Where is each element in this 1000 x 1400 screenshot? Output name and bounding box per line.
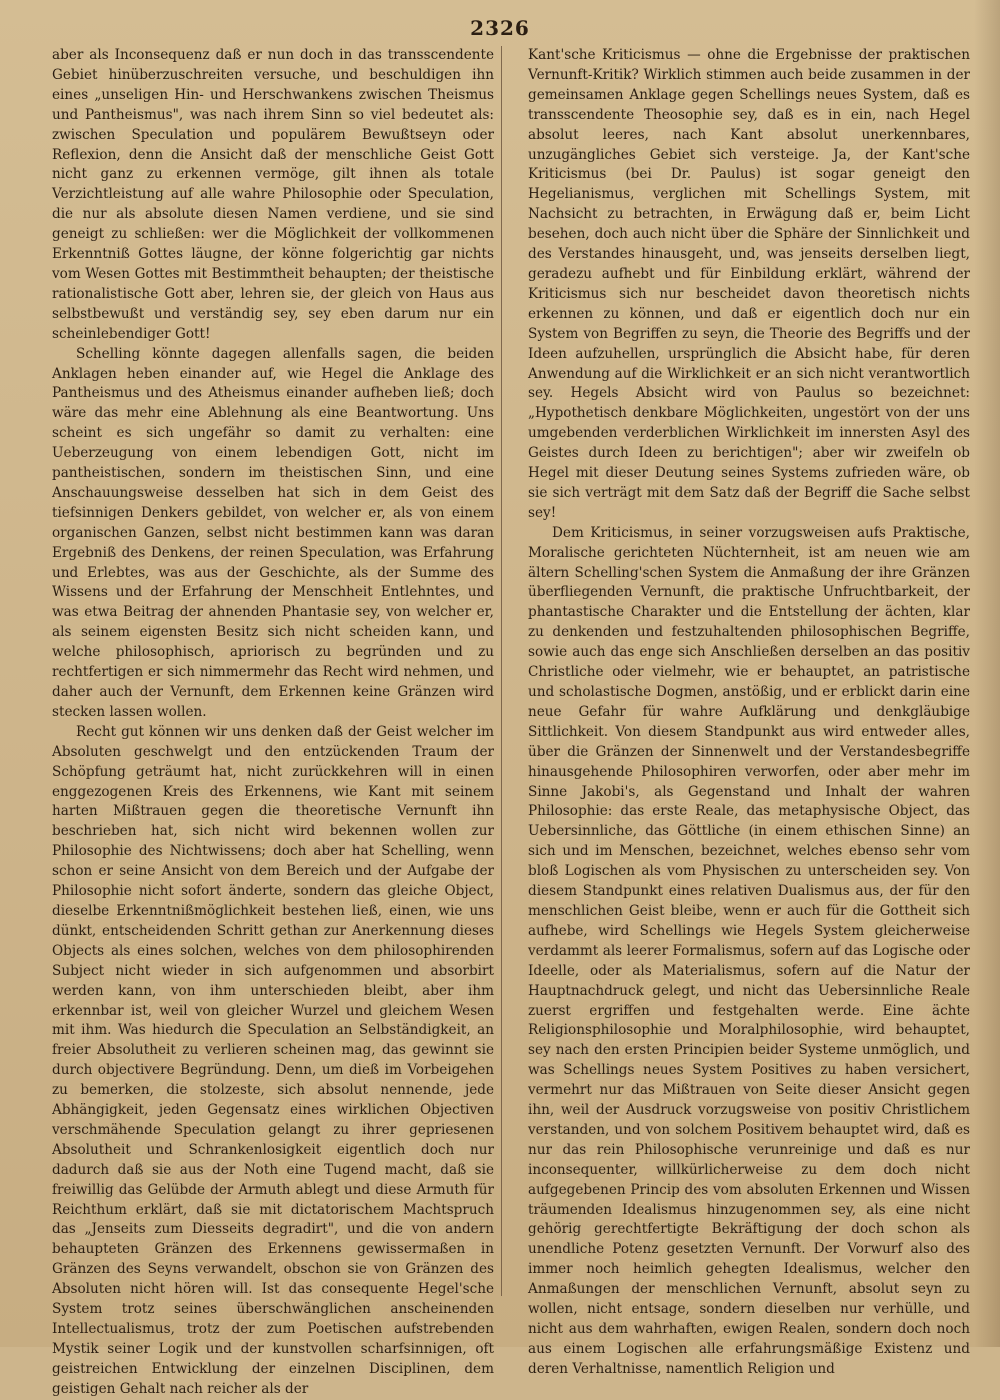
paragraph: Schelling könnte dagegen allenfalls sagen, die beiden Anklagen heben einander auf, wie Hegel die Anklage des Pantheismus und des Atheismus einander aufheben ließ; doch wäre das mehr eine Ablehnung als eine Beantwortung. Uns scheint es sich ungefähr so damit zu verhalten: eine Ueberzeugung von einem lebendigen Gott, nicht im pantheistischen, sondern im theistischen Sinn, und eine Anschauungsweise desselben hat sich in dem Geist des tiefsinnigen Denkers gebildet, von welcher er, als von einem organischen Ganzen, selbst nicht bestimmen kann was daran Ergebniß des Denkens, der reinen Speculation, was Erfahrung und Erlebtes, was aus der Geschichte, als der Summe des Wissens und der Erfahrung der Menschheit Entlehntes, und was etwa Beitrag der ahnenden Phantasie sey, von welcher er, als seinem eigensten Besitz sich nicht scheiden kann, und welche philosophisch, apriorisch zu begründen und zu rechtfertigen er sich nimmermehr das Recht wird nehmen, und daher auch der Vernunft, dem Erkennen keine Gränzen wird stecken lassen wollen.	[52, 345, 494, 720]
paragraph: Dem Kriticismus, in seiner vorzugsweisen aufs Praktische, Moralische gerichteten Nüchternheit, ist am neuen wie am ältern Schelling'schen System die Anmaßung der ihre Gränzen überfliegenden Vernunft, die praktische Unfruchtbarkeit, der phantastische Charakter und die Entstellung der ächten, klar zu denkenden und festzuhaltenden philosophischen Begriffe, sowie auch das enge sich Anschließen derselben an das positiv Christliche oder vielmehr, wie er behauptet, an patristische und scholastische Dogmen, anstößig, und er erblickt darin eine neue Gefahr für wahre Aufklärung und denkgläubige Sittlichkeit. Von diesem Standpunkt aus wird entweder alles, über die Gränzen der Sinnenwelt und der Verstandesbegriffe hinausgehende Philosophiren verworfen, oder aber mehr im Sinne Jakobi's, als Gegenstand und Inhalt der wahren Philosophie: das erste Reale, das metaphysische Object, das Uebersinnliche, das Göttliche (in einem ethischen Sinne) an sich und im Menschen, bezeichnet, welches ebenso sehr vom bloß Logischen als vom Physischen zu unterscheiden sey. Von diesem Standpunkt eines relativen Dualismus aus, der für den menschlichen Geist bleibe, wenn er auch für die Gottheit sich aufhebe, wird Schellings wie Hegels System gleicherweise verdammt als leerer Formalismus, sofern auf das Logische oder Ideelle, oder als Materialismus, sofern auf die Natur der Hauptnachdruck gelegt, und nicht das Uebersinnliche Reale zuerst ergriffen und festgehalten werde. Eine ächte Religionsphilosophie und Moralphilosophie, wird behauptet, sey nach den ersten Principien beider Systeme unmöglich, und was Schellings neues System Positives zu haben versichert, vermehrt nur das Mißtrauen von Seite dieser Ansicht gegen ihn, weil der Ausdruck vorzugsweise von positiv Christlichem verstanden, und von solchem Positivem behauptet wird, daß es nur das rein Philosophische verunreinige und daß es nur inconsequenter, willkürlicherweise zu dem doch nicht aufgegebenen Princip des vom absoluten Erkennen und Wissen träumenden Idealismus hinzugenommen sey, als eine nicht gehörig gerechtfertigte Bekräftigung der doch schon als unendliche Potenz gesetzten Vernunft. Der Vorwurf also des immer noch heimlich gehegten Idealismus, welcher den Anmaßungen der menschlichen Vernunft, absolut seyn zu wollen, nicht entsage, sondern dieselben nur verhülle, und nicht aus dem wahrhaften, ewigen Realen, sondern doch noch aus einem Logischen alle erfahrungsmäßige Existenz und deren Verhaltnisse, namentlich Religion und	[528, 524, 970, 1377]
paragraph: aber als Inconsequenz daß er nun doch in das transscendente Gebiet hinüberzuschreiten versuche, und beschuldigen ihn eines „unseligen Hin- und Herschwankens zwischen Theismus und Pantheismus", was nach ihrem Sinn so viel bedeutet als: zwischen Speculation und populärem Bewußtseyn oder Reflexion, denn die Ansicht daß der menschliche Geist Gott nicht ganz zu erkennen vermöge, gilt ihnen als totale Verzichtleistung auf alle wahre Philosophie oder Speculation, die nur als absolute diesen Namen verdiene, und sie sind geneigt zu schließen: wer die Möglichkeit der vollkommenen Erkenntniß Gottes läugne, der könne folgerichtig gar nichts vom Wesen Gottes mit Bestimmtheit behaupten; der theistische rationalistische Gott aber, lehren sie, der gleich von Haus aus selbstbewußt und verständig sey, sey eben darum nur ein scheinlebendiger Gott!	[52, 47, 494, 342]
page-number: 2326	[470, 16, 530, 40]
column-divider	[501, 46, 502, 1296]
page-edge-shadow	[974, 0, 1000, 1347]
right-column	[528, 46, 970, 1377]
paragraph: Recht gut können wir uns denken daß der Geist welcher im Absoluten geschwelgt und den entzückenden Traum der Schöpfung geträumt hat, nicht zurückkehren will in einen enggezogenen Kreis des Erkennens, wie Kant mit seinem harten Mißtrauen gegen die theoretische Vernunft ihn beschrieben hat, sich nicht wird bekennen wollen zur Philosophie des Nichtwissens; doch aber hat Schelling, wenn schon er seine Ansicht von dem Bereich und der Aufgabe der Philosophie nicht sofort änderte, sondern das gleiche Object, dieselbe Erkenntnißmöglichkeit bestehen ließ, einen, wie uns dünkt, entscheidenden Schritt gethan zur Anerkennung dieses Objects als eines solchen, welches von dem philosophirenden Subject nicht wieder in sich aufgenommen und absorbirt werden kann, von ihm unterschieden bleibt, aber ihm erkennbar ist, weil von gleicher Wurzel und gleichem Wesen mit ihm. Was hiedurch die Speculation an Selbständigkeit, an freier Absolutheit zu verlieren scheinen mag, das gewinnt sie durch objectivere Begründung. Denn, um dieß im Vorbeigehen zu bemerken, die stolzeste, sich absolut nennende, jede Abhängigkeit, jeden Gegensatz eines wirklichen Objectiven verschmähende Speculation gelangt zu ihrer gepriesenen Absolutheit und Schrankenlosigkeit eigentlich doch nur dadurch daß sie aus der Noth eine Tugend macht, daß sie freiwillig das Gelübde der Armuth ablegt und diese Armuth für Reichthum erklärt, daß sie mit dictatorischem Machtspruch das „Jenseits zum Diesseits degradirt", und die von andern behaupteten Gränzen des Erkennens gewissermaßen in Gränzen des Seyns verwandelt, obschon sie von Gränzen des Absoluten nicht hören will. Ist das consequente Hegel'sche System trotz seines überschwänglichen anscheinenden Intellectualismus, trotz der zum Poetischen aufstrebenden Mystik seiner Logik und der kunstvollen scharfsinnigen, oft geistreichen Entwicklung der einzelnen Disciplinen, dem geistigen Gehalt nach reicher als der	[52, 723, 494, 1397]
paragraph: Kant'sche Kriticismus — ohne die Ergebnisse der praktischen Vernunft-Kritik? Wirklich stimmen auch beide zusammen in der gemeinsamen Anklage gegen Schellings neues System, daß es transscendente Theosophie sey, daß es in ein, nach Hegel absolut leeres, nach Kant absolut unerkennbares, unzugängliches Gebiet sich versteige. Ja, der Kant'sche Kriticismus (bei Dr. Paulus) ist sogar geneigt den Hegelianismus, verglichen mit Schellings System, mit Nachsicht zu betrachten, in Erwägung daß er, beim Licht besehen, doch auch nicht über die Sphäre der Sinnlichkeit und des Verstandes hinausgeht, und, was jenseits derselben liegt, geradezu aufhebt und für Einbildung erklärt, während der Kriticismus sich nur bescheidet davon theoretisch nichts erkennen zu können, und daß er eigentlich doch nur ein System von Begriffen zu seyn, die Theorie des Begriffs und der Ideen aufzuhellen, ursprünglich die Absicht habe, für deren Anwendung auf die Wirklichkeit er an sich nicht verantwortlich sey. Hegels Absicht wird von Paulus so bezeichnet: „Hypothetisch denkbare Möglichkeiten, ungestört von der uns umgebenden verderblichen Wirklichkeit im innersten Asyl des Geistes durch Ideen zu berichtigen"; aber wir zweifeln ob Hegel mit dieser Deutung seines Systems zufrieden wäre, ob sie sich verträgt mit dem Satz daß der Begriff die Sache selbst sey!	[528, 47, 970, 521]
text-columns	[52, 46, 970, 1397]
left-column	[52, 46, 494, 1397]
